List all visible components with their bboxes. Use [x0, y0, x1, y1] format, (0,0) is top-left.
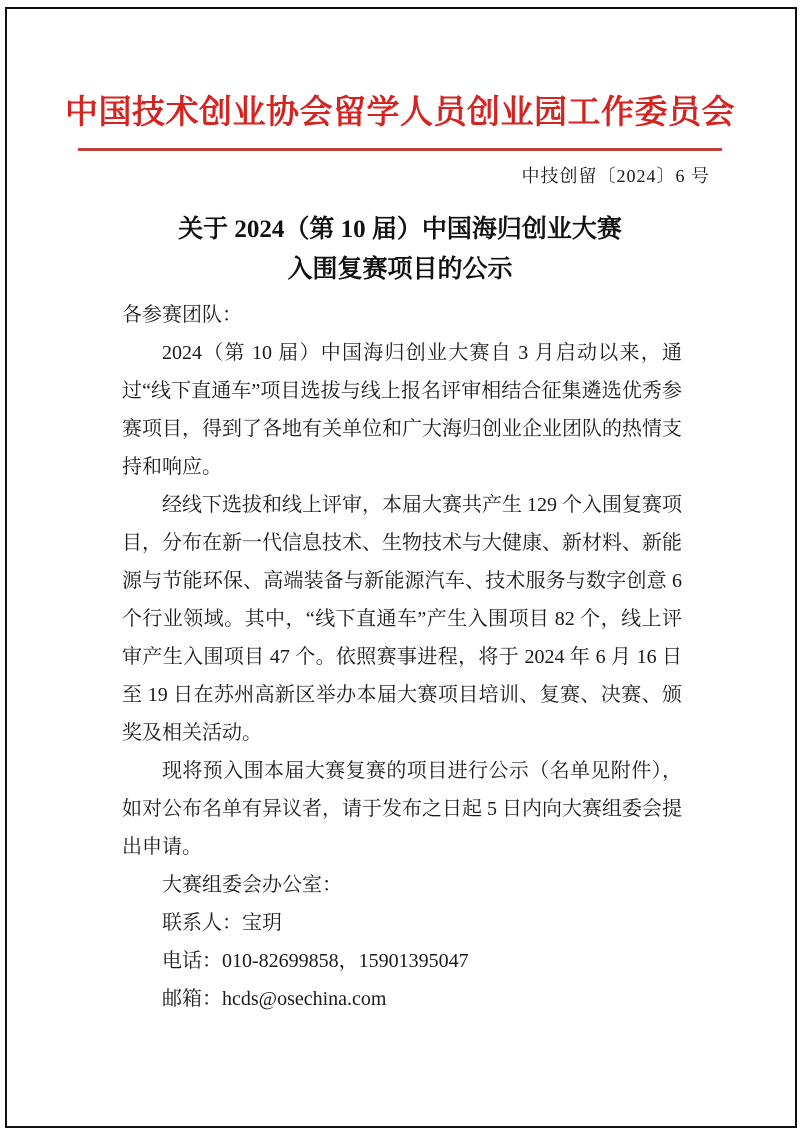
contact-office-line: 大赛组委会办公室：: [162, 874, 342, 896]
body-paragraph-1: 2024（第 10 届）中国海归创业大赛自 3 月启动以来，通过“线下直通车”项目选拔与线上报名评审相结合征集遴选优秀参赛项目，得到了各地有关单位和广大海归创业企业团队的热情支持和响应。: [122, 342, 682, 478]
body-paragraph-2: 经线下选拔和线上评审，本届大赛共产生 129 个入围复赛项目，分布在新一代信息技术、生物技术与大健康、新材料、新能源与节能环保、高端装备与新能源汽车、技术服务与数字创意 6 个行业领域。其中，“线下直通车”产生入围项目 82 个，线上评审产生入围项目 47 个。依照赛事进程，将于 2024 年 6 月 16 日至 19 日在苏州高新区举办本届大赛项目培训、复赛、决赛、颁奖及相关活动。: [122, 494, 682, 744]
contact-email-line: 邮箱：hcds@osechina.com: [162, 988, 387, 1010]
doc-title: [0, 210, 800, 290]
doc-title-line-1: 关于 2024（第 10 届）中国海归创业大赛: [178, 216, 622, 243]
org-header-title: 中国技术创业协会留学人员创业园工作委员会: [65, 95, 735, 131]
red-divider-line: [78, 148, 722, 151]
body-paragraph-3: 现将预入围本届大赛复赛的项目进行公示（名单见附件），如对公布名单有异议者，请于发布之日起 5 日内向大赛组委会提出申请。: [122, 760, 682, 858]
doc-title-line-2: 入围复赛项目的公示: [287, 256, 513, 283]
doc-number: 中技创留〔2024〕6 号: [521, 166, 710, 186]
salutation: 各参赛团队：: [122, 304, 242, 326]
contact-phone-line: 电话：010-82699858，15901395047: [162, 950, 469, 972]
doc-body: [122, 296, 682, 1018]
contact-person-line: 联系人：宝玥: [162, 912, 282, 934]
